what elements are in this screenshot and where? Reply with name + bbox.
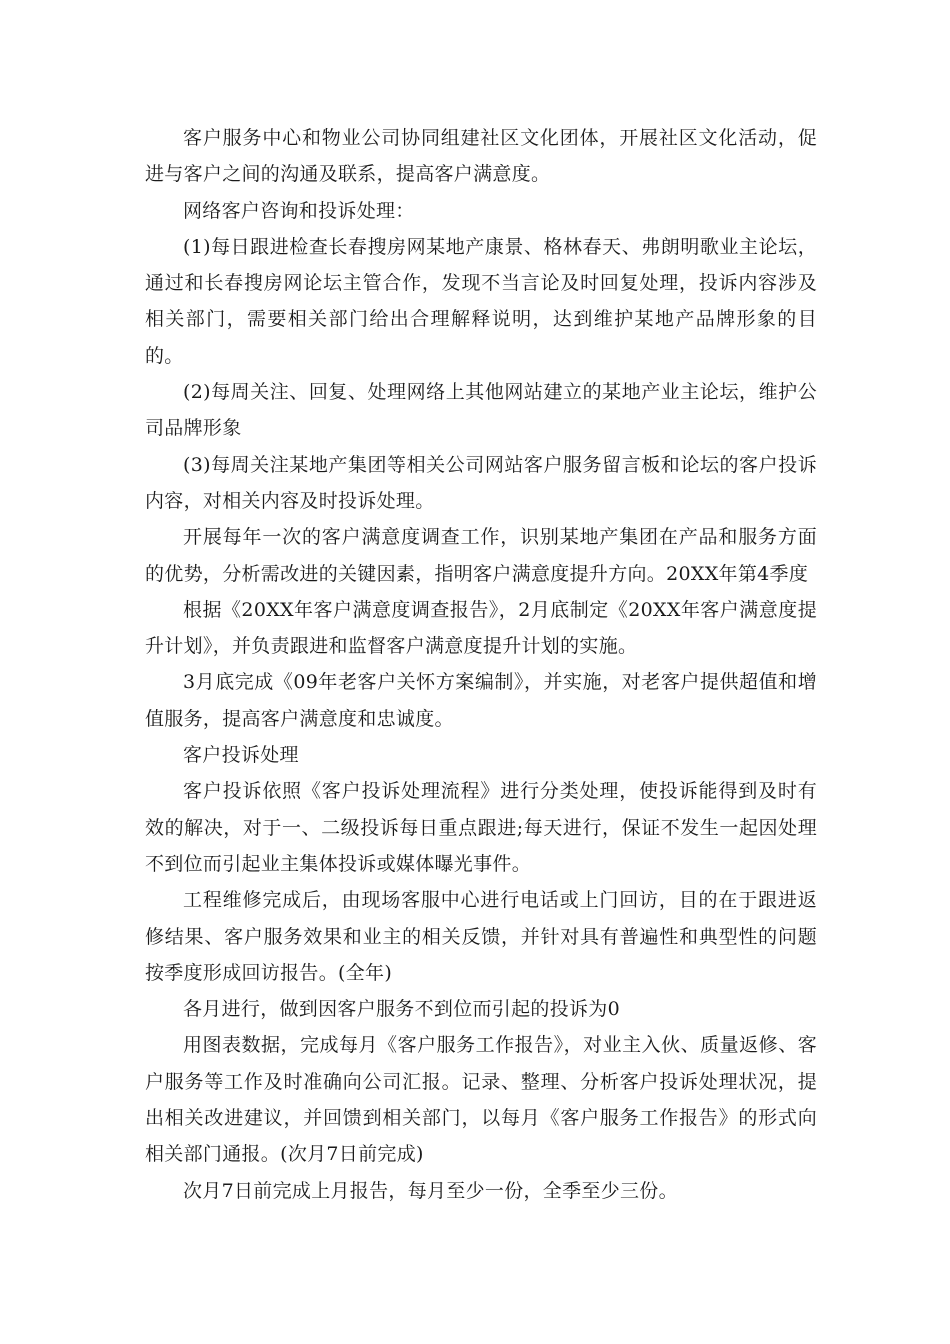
paragraph-monthly-report: 用图表数据，完成每月《客户服务工作报告》，对业主入伙、质量返修、客户服务等工作及时准确向公司汇报。记录、整理、分析客户投诉处理状况，提出相关改进建议，并回馈到相关部门，以每月《客户服务工作报告》的形式向相关部门通报。(次月7日前完成) [145,1034,817,1166]
paragraph-online-consult-heading: 网络客户咨询和投诉处理： [183,199,415,222]
paragraph-item-3: (3)每周关注某地产集团等相关公司网站客户服务留言板和论坛的客户投诉内容，对相关内容及时投诉处理。 [145,453,817,512]
paragraph-item-2: (2)每周关注、回复、处理网络上其他网站建立的某地产业主论坛，维护公司品牌形象 [145,381,817,440]
paragraph-old-customer-care: 3月底完成《09年老客户关怀方案编制》，并实施，对老客户提供超值和增值服务，提高客户满意度和忠诚度。 [145,671,817,730]
paragraph-complaint-heading: 客户投诉处理 [183,744,299,767]
document-body [145,120,817,1209]
paragraph-report-deadline: 次月7日前完成上月报告，每月至少一份，全季至少三份。 [183,1179,678,1202]
paragraph-item-1: (1)每日跟进检查长春搜房网某地产康景、格林春天、弗朗明歌业主论坛，通过和长春搜房网论坛主管合作，发现不当言论及时回复处理，投诉内容涉及相关部门，需要相关部门给出合理解释说明，达到维护某地产品牌形象的目的。 [145,235,817,367]
paragraph-improvement-plan: 根据《20XX年客户满意度调查报告》，2月底制定《20XX年客户满意度提升计划》，并负责跟进和监督客户满意度提升计划的实施。 [145,598,817,658]
paragraph-monthly-target: 各月进行，做到因客户服务不到位而引起的投诉为0 [183,998,620,1021]
paragraph-complaint-process: 客户投诉依照《客户投诉处理流程》进行分类处理，使投诉能得到及时有效的解决，对于一、二级投诉每日重点跟进;每天进行，保证不发生一起因处理不到位而引起业主集体投诉或媒体曝光事件。 [145,780,817,875]
paragraph-community-culture: 客户服务中心和物业公司协同组建社区文化团体，开展社区文化活动，促进与客户之间的沟通及联系，提高客户满意度。 [145,127,817,186]
paragraph-satisfaction-survey: 开展每年一次的客户满意度调查工作，识别某地产集团在产品和服务方面的优势，分析需改进的关键因素，指明客户满意度提升方向。20XX年第4季度 [145,526,817,585]
paragraph-repair-followup: 工程维修完成后，由现场客服中心进行电话或上门回访，目的在于跟进返修结果、客户服务效果和业主的相关反馈，并针对具有普遍性和典型性的问题按季度形成回访报告。(全年) [145,889,817,984]
